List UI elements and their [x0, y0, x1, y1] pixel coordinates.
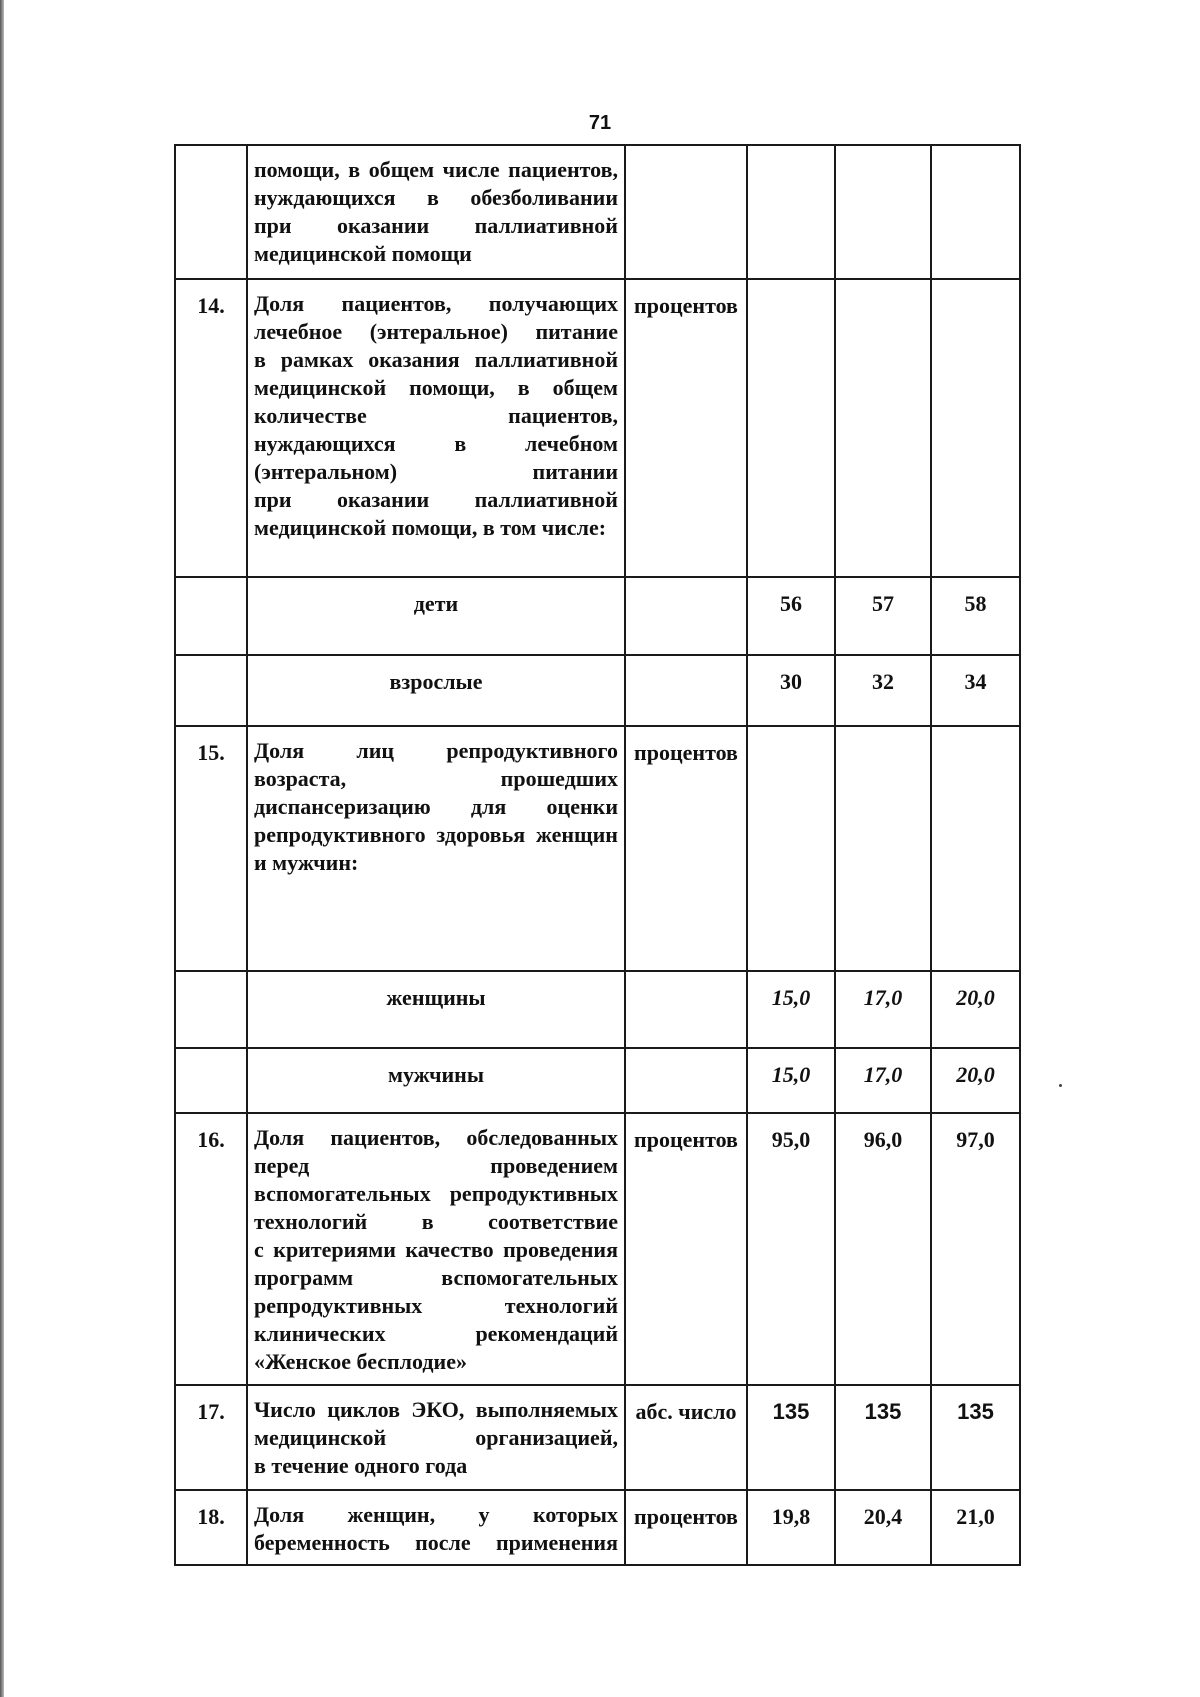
value-2026: 135	[931, 1385, 1020, 1490]
table-row	[175, 655, 1020, 726]
indicator-line: в рамках оказания паллиативной	[254, 347, 618, 372]
indicators-table	[174, 144, 1021, 1566]
unit-cell	[625, 145, 747, 279]
indicator-line: Доля лиц репродуктивного	[254, 738, 618, 763]
value-2026: 34	[931, 655, 1020, 726]
indicator-line: при оказании паллиативной	[254, 487, 618, 512]
row-number	[175, 971, 247, 1048]
indicator-line: программ вспомогательных	[254, 1265, 618, 1290]
table-row	[175, 971, 1020, 1048]
value-2026: 20,0	[931, 971, 1020, 1048]
indicator-text	[247, 1385, 625, 1490]
indicator-line: репродуктивного здоровья женщин	[254, 822, 618, 847]
unit-cell	[625, 655, 747, 726]
value-2024: 30	[747, 655, 835, 726]
value-2025	[835, 145, 931, 279]
indicator-line: нуждающихся в обезболивании	[254, 185, 618, 210]
value-2025: 32	[835, 655, 931, 726]
unit-cell: абс. число	[625, 1385, 747, 1490]
row-number: 18.	[175, 1490, 247, 1565]
row-number: 15.	[175, 726, 247, 971]
unit-cell	[625, 577, 747, 655]
unit-cell: процентов	[625, 1490, 747, 1565]
indicator-text	[247, 1490, 625, 1565]
indicator-line: и мужчин:	[254, 850, 359, 875]
value-2024	[747, 145, 835, 279]
value-2025: 17,0	[835, 971, 931, 1048]
value-2024: 95,0	[747, 1113, 835, 1385]
table-row	[175, 279, 1020, 577]
value-2026	[931, 279, 1020, 577]
indicator-text	[247, 726, 625, 971]
indicator-line: медицинской организацией,	[254, 1425, 618, 1450]
table-row	[175, 145, 1020, 279]
indicator-line: репродуктивных технологий	[254, 1293, 618, 1318]
subgroup-label: мужчины	[247, 1048, 625, 1113]
value-2024	[747, 279, 835, 577]
value-2025: 135	[835, 1385, 931, 1490]
subgroup-label: дети	[247, 577, 625, 655]
indicator-line: Доля пациентов, получающих	[254, 291, 618, 316]
value-2025	[835, 726, 931, 971]
table-row	[175, 1113, 1020, 1385]
value-2025: 17,0	[835, 1048, 931, 1113]
indicator-line: в течение одного года	[254, 1453, 468, 1478]
value-2024: 19,8	[747, 1490, 835, 1565]
indicator-line: возраста, прошедших	[254, 766, 618, 791]
unit-cell	[625, 971, 747, 1048]
unit-cell: процентов	[625, 726, 747, 971]
row-number	[175, 1048, 247, 1113]
indicator-line: помощи, в общем числе пациентов,	[254, 157, 618, 182]
indicator-line: беременность после применения	[254, 1530, 618, 1555]
indicator-line: «Женское бесплодие»	[254, 1349, 467, 1374]
value-2025: 96,0	[835, 1113, 931, 1385]
indicator-lines	[254, 1501, 618, 1557]
row-number	[175, 655, 247, 726]
indicator-line: Число циклов ЭКО, выполняемых	[254, 1397, 618, 1422]
indicator-line: медицинской помощи, в общем	[254, 375, 618, 400]
row-number	[175, 577, 247, 655]
value-2026	[931, 726, 1020, 971]
value-2024	[747, 726, 835, 971]
indicator-line: лечебное (энтеральное) питание	[254, 319, 618, 344]
indicator-lines	[254, 1396, 618, 1480]
indicator-line: Доля пациентов, обследованных	[254, 1125, 618, 1150]
indicator-lines	[254, 290, 618, 542]
indicator-line: диспансеризацию для оценки	[254, 794, 618, 819]
indicator-line: перед проведением	[254, 1153, 618, 1178]
indicator-text	[247, 145, 625, 279]
value-2026: 58	[931, 577, 1020, 655]
table-row	[175, 726, 1020, 971]
indicator-line: количестве пациентов,	[254, 403, 618, 428]
value-2026: 20,0	[931, 1048, 1020, 1113]
indicator-lines	[254, 1124, 618, 1376]
indicator-line: Доля женщин, у которых	[254, 1502, 618, 1527]
indicator-lines	[254, 737, 618, 877]
indicator-line: вспомогательных репродуктивных	[254, 1181, 618, 1206]
table-row	[175, 1490, 1020, 1565]
subgroup-label: женщины	[247, 971, 625, 1048]
row-number: 14.	[175, 279, 247, 577]
value-2025: 57	[835, 577, 931, 655]
unit-cell	[625, 1048, 747, 1113]
table-row	[175, 1385, 1020, 1490]
value-2026: 97,0	[931, 1113, 1020, 1385]
subgroup-label: взрослые	[247, 655, 625, 726]
value-2025: 20,4	[835, 1490, 931, 1565]
value-2026: 21,0	[931, 1490, 1020, 1565]
unit-cell: процентов	[625, 1113, 747, 1385]
page-left-edge	[0, 0, 4, 1697]
value-2024: 56	[747, 577, 835, 655]
indicator-lines	[254, 156, 618, 268]
indicator-line: медицинской помощи	[254, 241, 472, 266]
table-row	[175, 1048, 1020, 1113]
indicator-line: при оказании паллиативной	[254, 213, 618, 238]
indicator-line: (энтеральном) питании	[254, 459, 618, 484]
value-2024: 135	[747, 1385, 835, 1490]
indicator-line: клинических рекомендаций	[254, 1321, 618, 1346]
value-2025	[835, 279, 931, 577]
row-number: 16.	[175, 1113, 247, 1385]
scan-speck	[1059, 1084, 1062, 1087]
table-row	[175, 577, 1020, 655]
indicator-line: нуждающихся в лечебном	[254, 431, 618, 456]
value-2024: 15,0	[747, 971, 835, 1048]
row-number	[175, 145, 247, 279]
row-number: 17.	[175, 1385, 247, 1490]
page-number: 71	[588, 112, 612, 134]
value-2024: 15,0	[747, 1048, 835, 1113]
unit-cell: процентов	[625, 279, 747, 577]
indicator-text	[247, 279, 625, 577]
indicator-text	[247, 1113, 625, 1385]
indicator-line: с критериями качество проведения	[254, 1237, 618, 1262]
indicator-line: медицинской помощи, в том числе:	[254, 515, 607, 540]
value-2026	[931, 145, 1020, 279]
indicator-line: технологий в соответствие	[254, 1209, 618, 1234]
